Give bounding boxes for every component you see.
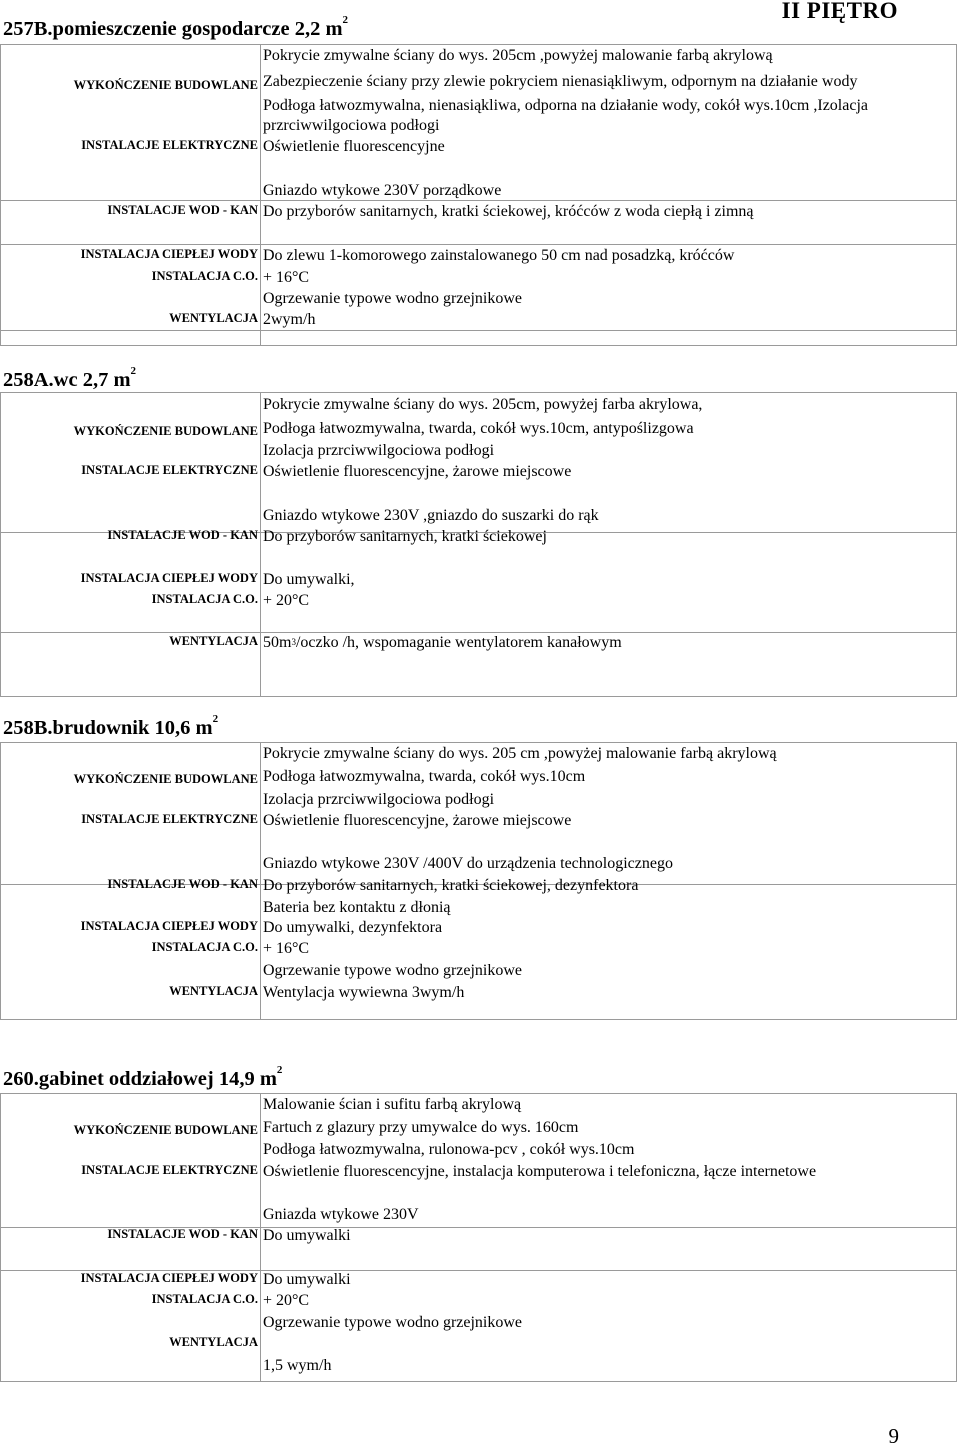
row-label: INSTALACJA C.O.: [151, 592, 258, 606]
spec-line: Malowanie ścian i sufitu farbą akrylową: [263, 1096, 522, 1113]
spec-line: Do umywalki, dezynfektora: [263, 919, 443, 936]
spec-line: Izolacja przrciwwilgociowa podłogi: [263, 791, 495, 808]
row-label: INSTALACJA C.O.: [151, 269, 258, 283]
room-title: 258A.wc 2,7 $m^2$: [3, 365, 137, 391]
row-label: INSTALACJE WOD - KAN: [107, 1227, 258, 1241]
row-label: WENTYLACJA: [169, 984, 258, 998]
spec-line: + 20°C: [263, 1292, 310, 1309]
spec-line: Oświetlenie fluorescencyjne, żarowe miejscowe: [263, 463, 572, 480]
row-label: WYKOŃCZENIE BUDOWLANE: [73, 772, 258, 786]
spec-line: Izolacja przrciwwilgociowa podłogi: [263, 442, 495, 459]
spec-line: Gniazda wtykowe 230V: [263, 1206, 419, 1223]
spec-line: Do umywalki: [263, 1227, 351, 1244]
row-label: INSTALACJA CIEPŁEJ WODY: [80, 247, 258, 261]
spec-line: Do przyborów sanitarnych, kratki ściekowej, dezynfektora: [263, 877, 639, 894]
spec-line: Do zlewu 1-komorowego zainstalowanego 50 cm nad posadzką, króćców: [263, 247, 735, 264]
room-title: 258B.brudownik 10,6 $m^2$: [3, 713, 219, 739]
spec-line: Oświetlenie fluorescencyjne, żarowe miejscowe: [263, 812, 572, 829]
spec-line: Pokrycie zmywalne ściany do wys. 205cm, powyżej farba akrylowa,: [263, 396, 703, 413]
spec-line: Oświetlenie fluorescencyjne, instalacja komputerowa i telefoniczna, łącze internetowe: [263, 1163, 817, 1180]
row-label: WENTYLACJA: [169, 634, 258, 648]
row-label: INSTALACJA CIEPŁEJ WODY: [80, 1271, 258, 1285]
room-title: 260.gabinet oddziałowej 14,9 $m^2$: [3, 1064, 283, 1090]
spec-line: Podłoga łatwozmywalna, twarda, cokół wys.10cm: [263, 768, 586, 785]
spec-line: Fartuch z glazury przy umywalce do wys. 160cm: [263, 1119, 579, 1136]
spec-line: Do umywalki: [263, 1271, 351, 1288]
spec-line: Podłoga łatwozmywalna, rulonowa-pcv , cokół wys.10cm: [263, 1141, 635, 1158]
spec-line: $50m^3$/oczko /h, wspomaganie wentylatorem kanałowym: [263, 634, 622, 651]
room-spec-table: [0, 44, 957, 346]
page-number: 9: [888, 1424, 899, 1448]
spec-line: Gniazdo wtykowe 230V /400V do urządzenia technologicznego: [263, 855, 673, 872]
spec-line: Gniazdo wtykowe 230V ,gniazdo do suszarki do rąk: [263, 507, 599, 524]
row-label: INSTALACJE ELEKTRYCZNE: [81, 463, 258, 477]
row-label: INSTALACJE ELEKTRYCZNE: [81, 1163, 258, 1177]
spec-line: Zabezpieczenie ściany przy zlewie pokryciem nienasiąkliwym, odpornym na działanie wody: [263, 73, 858, 90]
spec-line: Pokrycie zmywalne ściany do wys. 205 cm ,powyżej malowanie farbą akrylową: [263, 745, 777, 762]
spec-line: + 16°C: [263, 940, 310, 957]
room-spec-table: [0, 742, 957, 1020]
room-spec-table: [0, 392, 957, 697]
spec-line: Ogrzewanie typowe wodno grzejnikowe: [263, 962, 523, 979]
floor-label: II PIĘTRO: [781, 0, 898, 23]
spec-line: Do przyborów sanitarnych, kratki ściekowej, króćców z woda ciepłą i zimną: [263, 203, 754, 220]
room-spec-table: [0, 1093, 957, 1382]
row-label: INSTALACJA CIEPŁEJ WODY: [80, 571, 258, 585]
row-label: WENTYLACJA: [169, 311, 258, 325]
row-label: WYKOŃCZENIE BUDOWLANE: [73, 78, 258, 92]
row-label: INSTALACJE ELEKTRYCZNE: [81, 812, 258, 826]
spec-line: 1,5 wym/h: [263, 1357, 332, 1374]
spec-line: Gniazdo wtykowe 230V porządkowe: [263, 182, 502, 199]
spec-line: Podłoga łatwozmywalna, twarda, cokół wys.10cm, antypoślizgowa: [263, 420, 694, 437]
spec-line: przrciwwilgociowa podłogi: [263, 117, 440, 134]
row-label: INSTALACJE WOD - KAN: [107, 203, 258, 217]
row-label: INSTALACJE WOD - KAN: [107, 528, 258, 542]
spec-line: Ogrzewanie typowe wodno grzejnikowe: [263, 1314, 523, 1331]
spec-line: + 16°C: [263, 269, 310, 286]
row-label: INSTALACJA C.O.: [151, 940, 258, 954]
spec-line: Podłoga łatwozmywalna, nienasiąkliwa, odporna na działanie wody, cokół wys.10cm ,Izolacja: [263, 97, 868, 114]
row-label: INSTALACJA C.O.: [151, 1292, 258, 1306]
row-label: INSTALACJE WOD - KAN: [107, 877, 258, 891]
row-label: WYKOŃCZENIE BUDOWLANE: [73, 1123, 258, 1137]
row-label: INSTALACJA CIEPŁEJ WODY: [80, 919, 258, 933]
row-label: WENTYLACJA: [169, 1335, 258, 1349]
row-label: INSTALACJE ELEKTRYCZNE: [81, 138, 258, 152]
spec-line: Ogrzewanie typowe wodno grzejnikowe: [263, 290, 523, 307]
spec-line: 2wym/h: [263, 311, 316, 328]
room-title: 257B.pomieszczenie gospodarcze 2,2 $m^2$: [3, 14, 349, 40]
spec-line: Oświetlenie fluorescencyjne: [263, 138, 445, 155]
spec-line: Pokrycie zmywalne ściany do wys. 205cm ,powyżej malowanie farbą akrylową: [263, 47, 773, 64]
row-label: WYKOŃCZENIE BUDOWLANE: [73, 424, 258, 438]
spec-line: Do umywalki,: [263, 571, 355, 588]
spec-line: Bateria bez kontaktu z dłonią: [263, 899, 451, 916]
spec-line: + 20°C: [263, 592, 310, 609]
spec-line: Wentylacja wywiewna 3wym/h: [263, 984, 465, 1001]
spec-line: Do przyborów sanitarnych, kratki ściekowej: [263, 528, 547, 545]
